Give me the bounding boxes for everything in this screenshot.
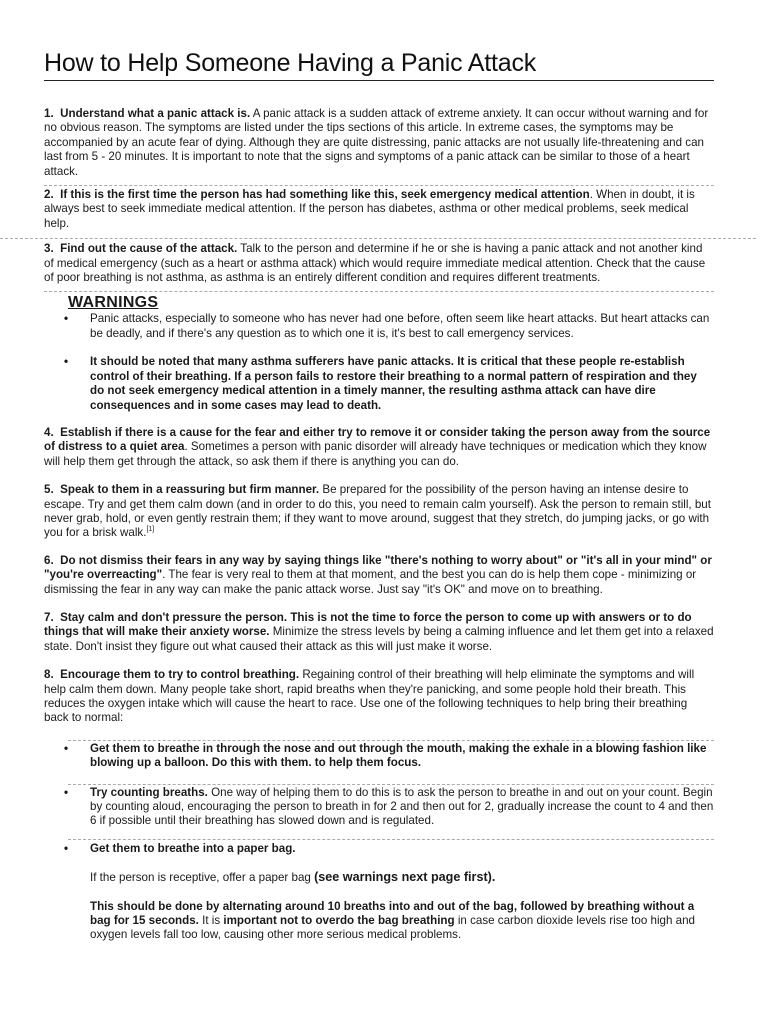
step-8 xyxy=(44,668,714,726)
step-2-body: . When in doubt, it is always best to seek immediate medical attention. If the person has diabetes, asthma or other medical problems, seek medical help. xyxy=(44,188,695,230)
step-3-body: Talk to the person and determine if he or she is having a panic attack and not another kind of medical emergency (such as a heart or asthma attack) which would require immediate medical attention. Check that the cause of poor breathing is not asthma, as asthma is an entirely different condition and requires different treatments. xyxy=(44,242,706,285)
techniques-list xyxy=(44,786,714,829)
step-1-number: 1. xyxy=(44,107,54,120)
step-4-number: 4. xyxy=(44,425,54,439)
step-6-body: . The fear is very real to them at that moment, and the best you can do is help them cope - minimizing or dismissing the fear in any way can make the panic attack worse. Just say "it's OK" and move on to breathing. xyxy=(44,568,697,596)
divider xyxy=(68,839,714,840)
divider xyxy=(44,291,714,292)
techniques-list xyxy=(44,742,714,771)
bullet-icon: • xyxy=(64,355,69,369)
technique-paragraph xyxy=(90,900,714,943)
bullet-icon: • xyxy=(64,741,69,755)
technique-text: One way of helping them to do this is to ask the person to breathe in and out on your count. Begin by counting aloud, encouraging the person to breath in for 2 and then out for 2, gradually increase the count to 4 and then 6 if possible until their breathing has slowed down and is regulated. xyxy=(90,785,714,828)
step-4 xyxy=(44,426,714,469)
step-1 xyxy=(44,107,714,179)
step-6-heading: Do not dismiss their fears in any way by saying things like "there's nothing to worry about" or "it's all in your mind" or "you're overreacting" xyxy=(44,553,712,582)
warning-text: It should be noted that many asthma sufferers have panic attacks. It is critical that these people re-establish control of their breathing. If a person fails to restore their breathing to a normal pattern of respiration and they do not seek emergency medical attention in a timely manner, the resulting asthma attack can have dire consequences and in some cases may lead to death. xyxy=(90,355,697,412)
step-2-number: 2. xyxy=(44,188,54,202)
step-5-body: Be prepared for the possibility of the person having an intense desire to escape. Try and get them calm down (and in order to do this, you need to remain calm yourself). Ask the person to remain still, but never grab, hold, or even gently restrain them; if they want to move around, suggest that they stretch, do jumping jacks, or go with you for a brisk walk. xyxy=(44,483,711,540)
technique-text: If the person is receptive, offer a paper bag xyxy=(90,871,315,885)
techniques-list xyxy=(44,842,714,943)
technique-heading: Try counting breaths. xyxy=(90,785,208,799)
step-2 xyxy=(44,188,714,231)
technique-item xyxy=(44,742,714,771)
step-6 xyxy=(44,554,714,597)
technique-item xyxy=(44,786,714,829)
technique-bold-text: important not to overdo the bag breathing xyxy=(223,914,455,928)
divider xyxy=(0,238,756,239)
technique-warning-note: (see warnings next page first). xyxy=(314,870,496,885)
step-8-number: 8. xyxy=(44,668,54,682)
step-5 xyxy=(44,483,714,541)
step-7-number: 7. xyxy=(44,610,54,624)
divider xyxy=(68,784,714,785)
step-5-heading: Speak to them in a reassuring but firm manner. xyxy=(60,483,320,497)
step-4-body: . Sometimes a person with panic disorder will already have techniques or medication which they know will help them get through the attack, so ask them if there is anything you can do. xyxy=(44,440,707,468)
step-3-heading: Find out the cause of the attack. xyxy=(60,242,238,256)
bullet-icon: • xyxy=(64,785,69,799)
step-3-number: 3. xyxy=(44,242,54,256)
page-title: How to Help Someone Having a Panic Attack xyxy=(44,48,714,81)
step-4-heading: Establish if there is a cause for the fear and either try to remove it or consider taking the person away from the source of distress to a quiet area xyxy=(44,425,711,454)
step-2-heading: If this is the first time the person has had something like this, seek emergency medical attention xyxy=(60,188,590,202)
step-3 xyxy=(44,242,714,285)
technique-paragraph xyxy=(90,870,714,885)
technique-text: It is xyxy=(198,914,224,928)
warnings-heading: WARNINGS xyxy=(68,294,159,312)
step-6-number: 6. xyxy=(44,553,54,567)
step-1-body: A panic attack is a sudden attack of extreme anxiety. It can occur without warning and for no obvious reason. The symptoms are listed under the tips sections of this article. In extreme cases, the symptoms may be accompanied by an acute fear of dying. Although they are quite distressing, panic attacks are not usually life-threatening and can last from 5 - 20 minutes. It is important to note that the signs and symptoms of a panic attack can be similar to those of a heart attack. xyxy=(44,107,709,178)
warnings-list xyxy=(44,312,714,412)
step-7 xyxy=(44,611,714,654)
warning-text: Panic attacks, especially to someone who has never had one before, often seem like heart attacks. But heart attacks can be deadly, and if there's any question as to which one it is, it's best to call emergency services. xyxy=(90,312,710,340)
bullet-icon: • xyxy=(64,312,69,326)
technique-item xyxy=(44,842,714,943)
step-8-body: Regaining control of their breathing will help eliminate the symptoms and will help calm them down. Many people take short, rapid breaths when they're panicking, and some people hold their breath. This reduces the oxygen intake which will cause the heart to race. Use one of the following techniques to help bring their breathing back to normal: xyxy=(44,668,695,725)
warning-item xyxy=(44,355,714,413)
reference-link[interactable]: [1] xyxy=(146,526,155,534)
technique-bold-text: This should be done by alternating around 10 breaths into and out of the bag, followed by breathing without a bag for 15 seconds. xyxy=(90,899,695,928)
step-1-heading: Understand what a panic attack is. xyxy=(60,107,251,120)
divider xyxy=(68,740,714,741)
step-8-heading: Encourage them to try to control breathing. xyxy=(60,668,300,682)
step-5-number: 5. xyxy=(44,483,54,497)
document-page xyxy=(44,48,714,943)
technique-text: in case carbon dioxide levels rise too high and oxygen levels fall too low, causing other more serious medical problems. xyxy=(90,914,696,942)
technique-heading: Get them to breathe into a paper bag. xyxy=(90,841,296,855)
step-7-heading-cont: . This is not the time to force the person to come up with answers or to do things that will make their anxiety worse. xyxy=(44,610,692,639)
divider xyxy=(44,185,714,186)
step-7-heading: Stay calm and don't pressure the person xyxy=(60,610,284,624)
step-7-body: Minimize the stress levels by being a calming influence and let them get into a relaxed state. Don't insist they figure out what caused their attack as this will just make it worse. xyxy=(44,625,714,653)
warning-item xyxy=(44,312,714,341)
technique-text: Get them to breathe in through the nose and out through the mouth, making the exhale in a blowing fashion like blowing up a balloon. Do this with them. to help them focus. xyxy=(90,741,707,770)
bullet-icon: • xyxy=(64,841,69,855)
